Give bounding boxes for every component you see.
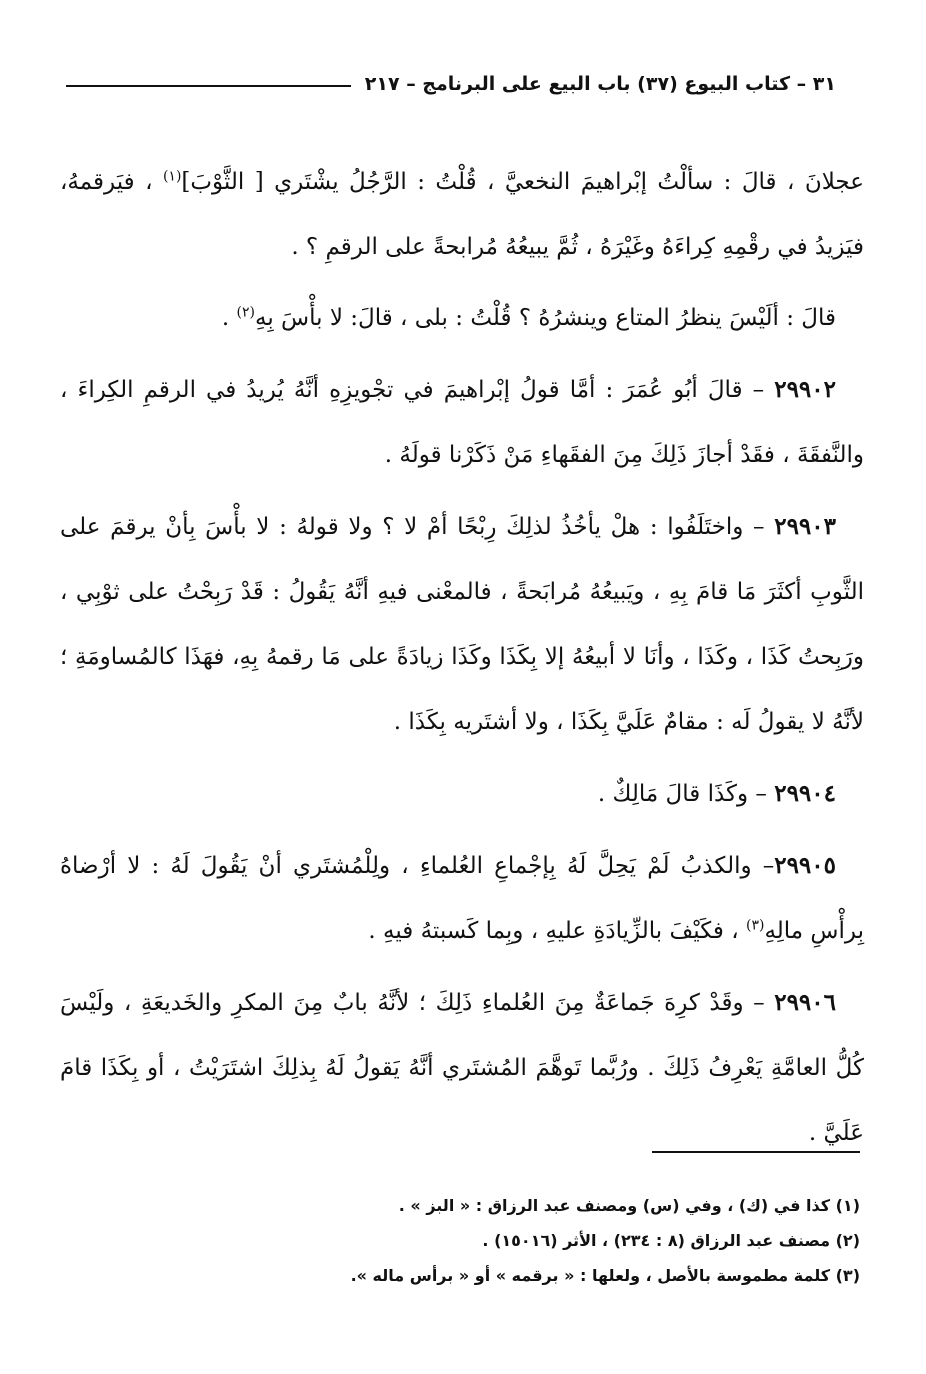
paragraph-text-after: . (221, 305, 237, 331)
paragraph-text-after: ، فكَيْفَ بالزِّيادَةِ عليهِ ، وبِما كَسبتهُ فيهِ . (368, 918, 746, 944)
header-title: ٣١ – كتاب البيوع (٣٧) باب البيع على البرنامج – ٢١٧ (364, 73, 836, 95)
paragraph-text: – وكَذَا قالَ مَالِكٌ . (597, 781, 775, 807)
footnote-rule (652, 1151, 860, 1153)
paragraph-29905 (60, 833, 864, 964)
paragraph-text: عجلانَ ، قالَ : سألْتُ إبْراهيمَ النخعيَّ ، قُلْتُ : الرَّجُلُ يشْتَري [ الثَّوْبَ] (181, 169, 865, 195)
paragraph-29902 (60, 357, 864, 488)
paragraph-text: – واختَلَفُوا : هلْ يأخُذُ لذلِكَ رِبْحًا أمْ لا ؟ ولا قولهُ : لا بأْسَ بِأنْ يرقمَ على الثَّوبِ أكثَرَ مَا قامَ بِهِ ، ويَبيعُهُ مُرابَحةً ، فالمعْنى فيهِ أنَّهُ يَقُولُ : قَدْ رَبِحْتُ على ثوْبِي ، ورَبِحتُ كَذَا ، وكَذَا ، وأنَا لا أبيعُهُ إلا بِكَذَا وكَذَا زيادَةً على مَا رقمهُ بِهِ، فهَذَا كالمُساومَةِ ؛ لأنَّهُ لا يقولُ لَه : مقامٌ عَلَيَّ بِكَذَا ، ولا أشتَريه بِكَذَا . (60, 514, 864, 735)
paragraph-2 (60, 286, 864, 351)
paragraph-text: – وقَدْ كرِهَ جَماعَةٌ مِنَ العُلماءِ ذَلِكَ ؛ لأنَّهُ بابٌ مِنَ المكرِ والخَديعَةِ ، ولَيْسَ كُلُّ العامَّةِ يَعْرِفُ ذَلِكَ . ورُبَّما تَوهَّمَ المُشتَري أنَّهُ يَقولُ لَهُ بِذلِكَ اشتَرَيْتُ ، أو بِكَذَا قامَ عَلَيَّ . (60, 990, 864, 1146)
paragraph-number: ٢٩٩٠٣ (774, 513, 836, 540)
paragraph-29906 (60, 970, 864, 1166)
paragraph-29904 (60, 761, 864, 827)
footnote-1: (١) كذا في (ك) ، وفي (س) ومصنف عبد الرزاق : « البز » . (398, 1196, 860, 1215)
paragraph-number: ٢٩٩٠٦ (774, 989, 836, 1016)
footnotes (60, 1188, 860, 1293)
footnote-2: (٢) مصنف عبد الرزاق (٨ : ٢٣٤) ، الأثر (١٥٠١٦) . (482, 1231, 860, 1250)
footnote-ref-2: (٢) (236, 304, 255, 321)
paragraph-text: – والكذبُ لَمْ يَحِلَّ لَهُ بِإجْماعِ العُلماءِ ، ولِلْمُشتَري أنْ يَقُولَ لَهُ : لا أرْضاهُ بِرأْسِ مالِهِ (60, 853, 864, 944)
body-text (60, 150, 864, 1172)
paragraph-text: – قالَ أبُو عُمَرَ : أمَّا قولُ إبْراهيمَ في تجْويزِهِ أنَّهُ يُريدُ في الرقمِ الكِراءَ ، والنَّفقَةَ ، فقَدْ أجازَ ذَلِكَ مِنَ الفقَهاءِ مَنْ ذَكَرْنا قولَهُ . (60, 377, 864, 468)
footnote-3: (٣) كلمة مطموسة بالأصل ، ولعلها : « برقمه » أو « برأس ماله ». (350, 1266, 860, 1285)
footnote-ref-1: (١) (162, 168, 182, 185)
paragraph-number: ٢٩٩٠٥ (774, 852, 836, 879)
running-header (66, 66, 836, 102)
paragraph-29903 (60, 494, 864, 755)
paragraph-text-after: ، فيَرقمهُ، فيَزيدُ في رقْمِهِ كِراءَهُ وغَيْرَهُ ، ثُمَّ يبيعُهُ مُرابحةً على الرقمِ ؟ . (60, 169, 864, 260)
footnote-ref-3: (٣) (745, 917, 765, 934)
paragraph-1 (60, 150, 864, 280)
paragraph-number: ٢٩٩٠٤ (774, 780, 836, 807)
paragraph-number: ٢٩٩٠٢ (774, 376, 836, 403)
paragraph-text: قالَ : ألَيْسَ ينظرُ المتاع وينشرُهُ ؟ قُلْتُ : بلى ، قالَ: لا بأْسَ بِهِ (254, 305, 836, 331)
header-rule (66, 85, 351, 87)
